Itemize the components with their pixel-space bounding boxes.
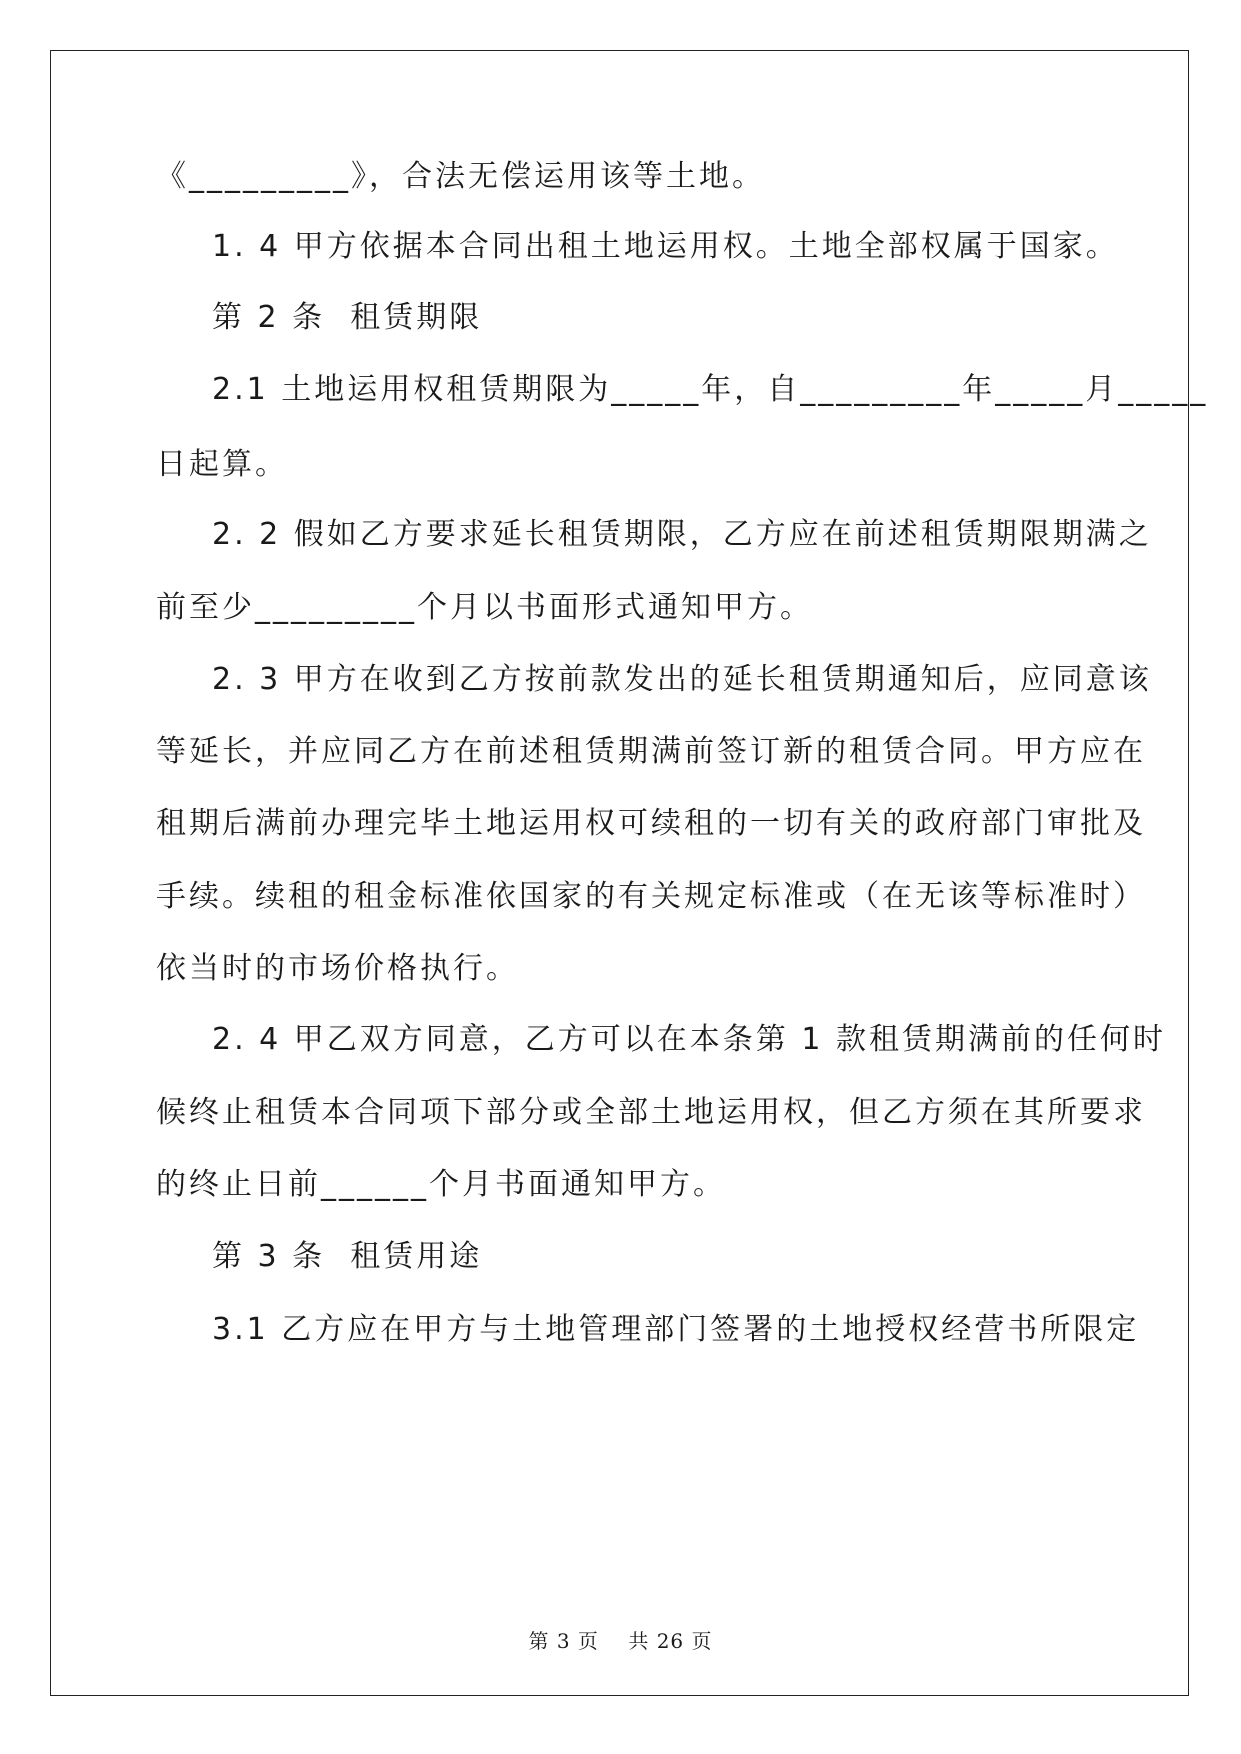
text-line-1: 《_________》，合法无偿运用该等土地。 <box>156 159 765 194</box>
page-footer <box>0 1625 1241 1654</box>
text-line-10: 租期后满前办理完毕土地运用权可续租的一切有关的政府部门审批及 <box>156 806 1146 841</box>
text-line-11: 手续。续租的租金标准依国家的有关规定标准或（在无该等标准时） <box>156 879 1146 914</box>
text-line-6: 2. 2 假如乙方要求延长租赁期限，乙方应在前述租赁期限期满之 <box>212 517 1152 552</box>
text-line-7: 前至少_________个月以书面形式通知甲方。 <box>156 590 813 625</box>
text-line-8: 2. 3 甲方在收到乙方按前款发出的延长租赁期通知后，应同意该 <box>212 662 1152 697</box>
section-heading-2: 第 2 条 租赁期限 <box>212 300 483 335</box>
text-line-17: 3.1 乙方应在甲方与土地管理部门签署的土地授权经营书所限定 <box>212 1312 1140 1347</box>
page-number: 第 3 页 共 26 页 <box>528 1629 713 1653</box>
text-line-15: 的终止日前______个月书面通知甲方。 <box>156 1167 726 1202</box>
text-line-9: 等延长，并应同乙方在前述租赁期满前签订新的租赁合同。甲方应在 <box>156 734 1146 769</box>
section-heading-3: 第 3 条 租赁用途 <box>212 1239 483 1274</box>
text-line-12: 依当时的市场价格执行。 <box>156 951 519 986</box>
text-line-14: 候终止租赁本合同项下部分或全部土地运用权，但乙方须在其所要求 <box>156 1095 1146 1130</box>
text-line-13: 2. 4 甲乙双方同意，乙方可以在本条第 1 款租赁期满前的任何时 <box>212 1022 1166 1057</box>
text-line-4: 2.1 土地运用权租赁期限为_____年，自_________年_____月_____ <box>212 372 1209 407</box>
text-line-5: 日起算。 <box>156 447 288 482</box>
page-border <box>50 50 1189 1696</box>
text-line-2: 1. 4 甲方依据本合同出租土地运用权。土地全部权属于国家。 <box>212 229 1119 264</box>
